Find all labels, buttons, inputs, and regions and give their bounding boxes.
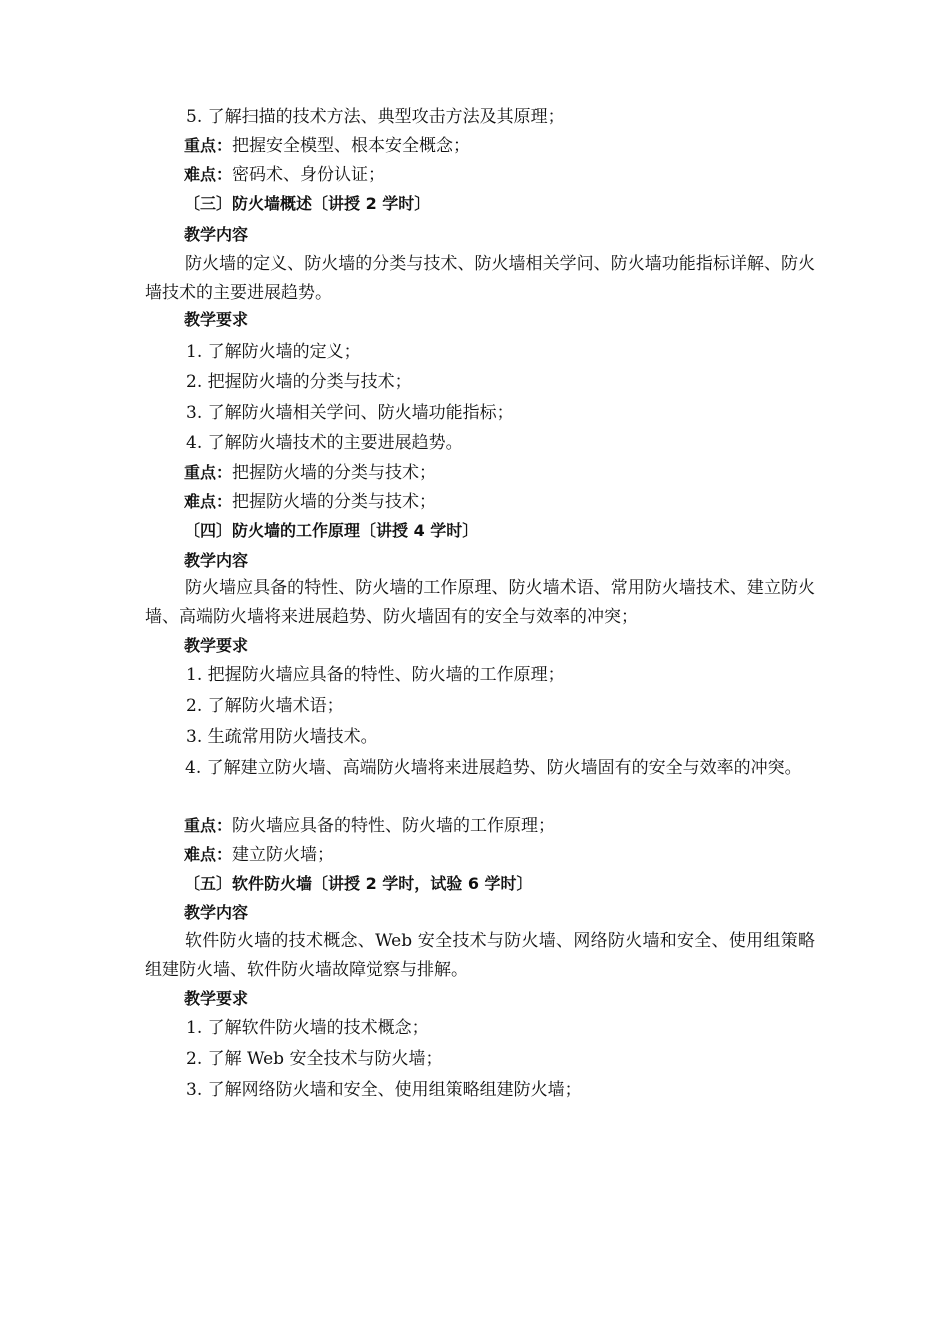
list-item: 3. 了解防火墙相关学问、防火墙功能指标； — [186, 403, 514, 423]
section-5-content-heading: 教学内容 — [184, 903, 249, 922]
list-item: 3. 了解网络防火墙和安全、使用组策略组建防火墙； — [186, 1080, 582, 1100]
section-4-content-text: 防火墙应具备的特性、防火墙的工作原理、防火墙术语、常用防火墙技术、建立防火墙、高端防火墙将来进展趋势、防火墙固有的安全与效率的冲突； — [145, 578, 815, 627]
difficult-point — [184, 491, 436, 513]
list-item: 4. 了解防火墙技术的主要进展趋势。 — [186, 433, 463, 453]
list-item: 5. 了解扫描的技术方法、典型攻击方法及其原理； — [186, 107, 565, 127]
key-point-label: 重点： — [184, 136, 233, 155]
difficult-point-label: 难点： — [184, 492, 233, 511]
difficult-point-text: 把握防火墙的分类与技术； — [232, 492, 437, 512]
list-item: 1. 了解防火墙的定义； — [186, 342, 361, 362]
key-point-text: 防火墙应具备的特性、防火墙的工作原理； — [232, 816, 556, 836]
difficult-point-label: 难点： — [184, 845, 233, 864]
key-point — [184, 462, 436, 484]
section-5-content-text: 软件防火墙的技术概念、Web 安全技术与防火墙、网络防火墙和安全、使用组策略组建防火墙、软件防火墙故障觉察与排解。 — [145, 931, 815, 980]
section-4-content-heading: 教学内容 — [184, 551, 249, 570]
list-item: 1. 把握防火墙应具备的特性、防火墙的工作原理； — [186, 665, 565, 685]
difficult-point-label: 难点： — [184, 165, 233, 184]
list-item: 2. 把握防火墙的分类与技术； — [186, 372, 412, 392]
list-item: 1. 了解软件防火墙的技术概念； — [186, 1018, 429, 1038]
difficult-point — [184, 164, 385, 186]
list-item: 2. 了解防火墙术语； — [186, 696, 344, 716]
section-5-requirements-heading: 教学要求 — [184, 989, 249, 1008]
key-point — [184, 135, 470, 157]
key-point-label: 重点： — [184, 463, 233, 482]
key-point-text: 把握安全模型、根本安全概念； — [232, 136, 471, 156]
key-point — [184, 815, 555, 837]
difficult-point — [184, 844, 334, 866]
section-3-requirements-heading: 教学要求 — [184, 310, 249, 329]
section-5-title: 〔五〕软件防火墙〔讲授 2 学时，试验 6 学时〕 — [184, 874, 533, 893]
list-item: 3. 生疏常用防火墙技术。 — [186, 727, 378, 747]
list-item: 2. 了解 Web 安全技术与防火墙； — [186, 1049, 443, 1069]
section-4-title: 〔四〕防火墙的工作原理〔讲授 4 学时〕 — [184, 521, 479, 540]
section-3-content-heading: 教学内容 — [184, 225, 249, 244]
difficult-point-text: 建立防火墙； — [232, 845, 335, 865]
difficult-point-text: 密码术、身份认证； — [232, 165, 386, 185]
section-3-content-text: 防火墙的定义、防火墙的分类与技术、防火墙相关学问、防火墙功能指标详解、防火墙技术的主要进展趋势。 — [145, 254, 815, 303]
section-3-title: 〔三〕防火墙概述〔讲授 2 学时〕 — [184, 194, 431, 213]
key-point-text: 把握防火墙的分类与技术； — [232, 463, 437, 483]
section-4-requirements-heading: 教学要求 — [184, 636, 249, 655]
list-item: 4. 了解建立防火墙、高端防火墙将来进展趋势、防火墙固有的安全与效率的冲突。 — [185, 758, 802, 778]
key-point-label: 重点： — [184, 816, 233, 835]
